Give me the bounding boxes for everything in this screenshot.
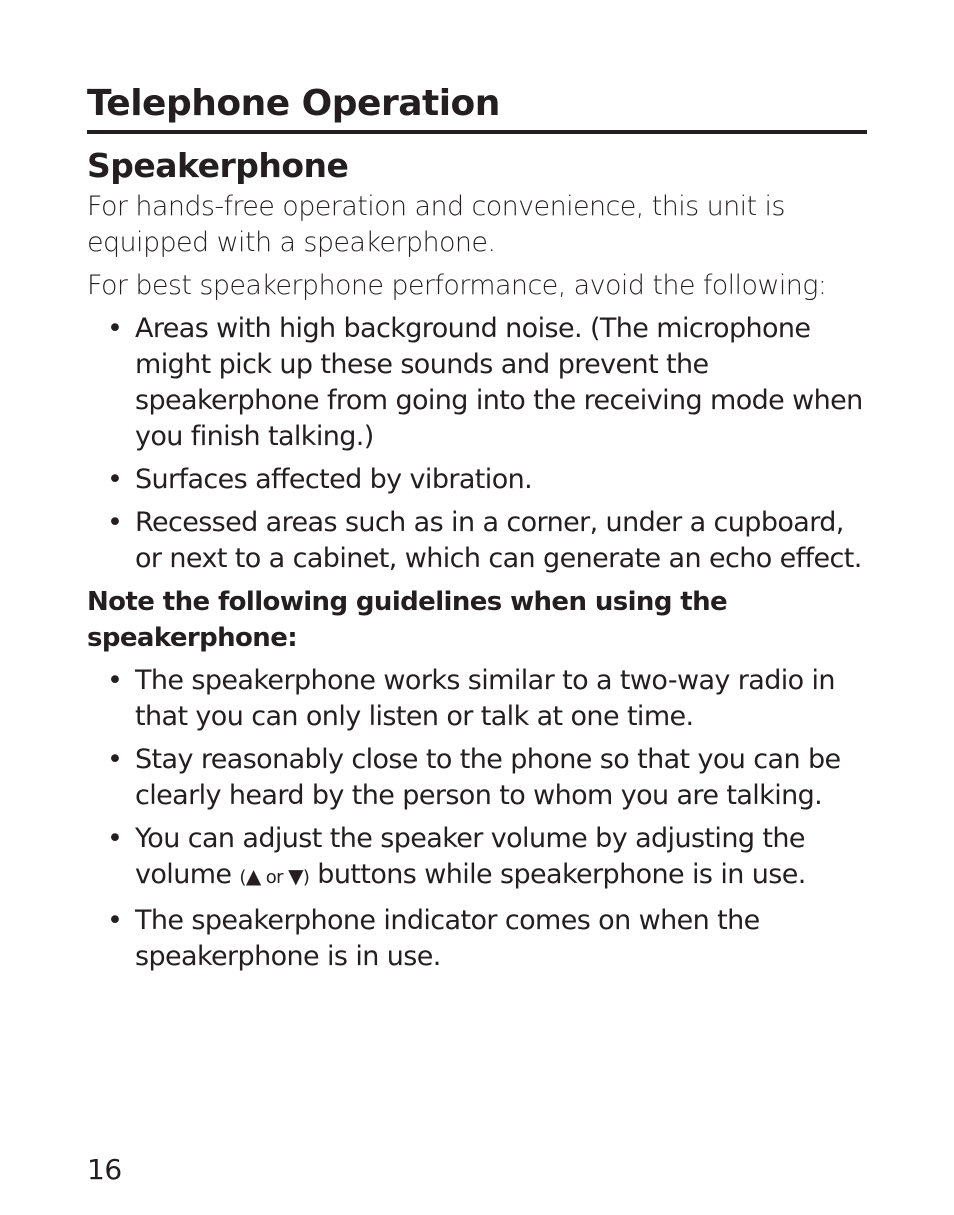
guideline-item-text-suffix: buttons while speakerphone is in use.: [309, 859, 806, 890]
bullet-icon: •: [107, 464, 123, 495]
bullet-icon: •: [107, 313, 123, 344]
avoid-item-text: Areas with high background noise. (The microphone might pick up these sounds and prevent the speakerphone from going into the receiving mode when you finish talking.): [135, 313, 863, 452]
guideline-item-stay-close: [87, 742, 867, 814]
paren-open: (: [239, 867, 246, 888]
bullet-icon: •: [107, 665, 123, 696]
guideline-item-two-way-radio: [87, 663, 867, 735]
avoid-item-recessed: [87, 505, 867, 577]
guideline-item-text: The speakerphone works similar to a two-way radio in that you can only listen or talk at one time.: [135, 665, 835, 732]
guideline-item-text: Stay reasonably close to the phone so that you can be clearly heard by the person to whom you are talking.: [135, 744, 841, 811]
volume-down-arrow-icon: ▼: [288, 864, 303, 888]
bullet-icon: •: [107, 507, 123, 538]
avoid-item-text: Recessed areas such as in a corner, under a cupboard, or next to a cabinet, which can generate an echo effect.: [135, 507, 862, 574]
guideline-item-text-prefix: You can adjust the speaker volume by adjusting the volume: [135, 823, 805, 890]
or-text: or: [260, 867, 289, 888]
bullet-icon: •: [107, 744, 123, 775]
section-title: Speakerphone: [87, 146, 349, 185]
bullet-icon: •: [107, 823, 123, 854]
volume-up-arrow-icon: ▲: [245, 864, 261, 888]
avoid-item-text: Surfaces affected by vibration.: [135, 464, 533, 495]
bullet-icon: •: [107, 905, 123, 936]
guideline-item-text: The speakerphone indicator comes on when the speakerphone is in use.: [135, 905, 760, 972]
avoid-item-noise: [87, 311, 867, 455]
guidelines-heading: Note the following guidelines when using the speakerphone:: [87, 587, 728, 653]
avoid-item-vibration: [87, 462, 867, 498]
intro-paragraph: For hands-free operation and convenience, this unit is equipped with a speakerphone.: [87, 191, 785, 258]
paren-close: ): [302, 867, 310, 888]
avoid-list: [87, 311, 867, 577]
chapter-title: Telephone Operation: [87, 78, 867, 134]
avoid-lead-paragraph: For best speakerphone performance, avoid the following:: [87, 270, 827, 301]
guideline-item-indicator: [87, 903, 867, 975]
page-number: 16: [87, 1153, 122, 1186]
guideline-item-volume: [87, 821, 867, 896]
guidelines-list: [87, 663, 867, 975]
manual-page: [87, 78, 867, 982]
